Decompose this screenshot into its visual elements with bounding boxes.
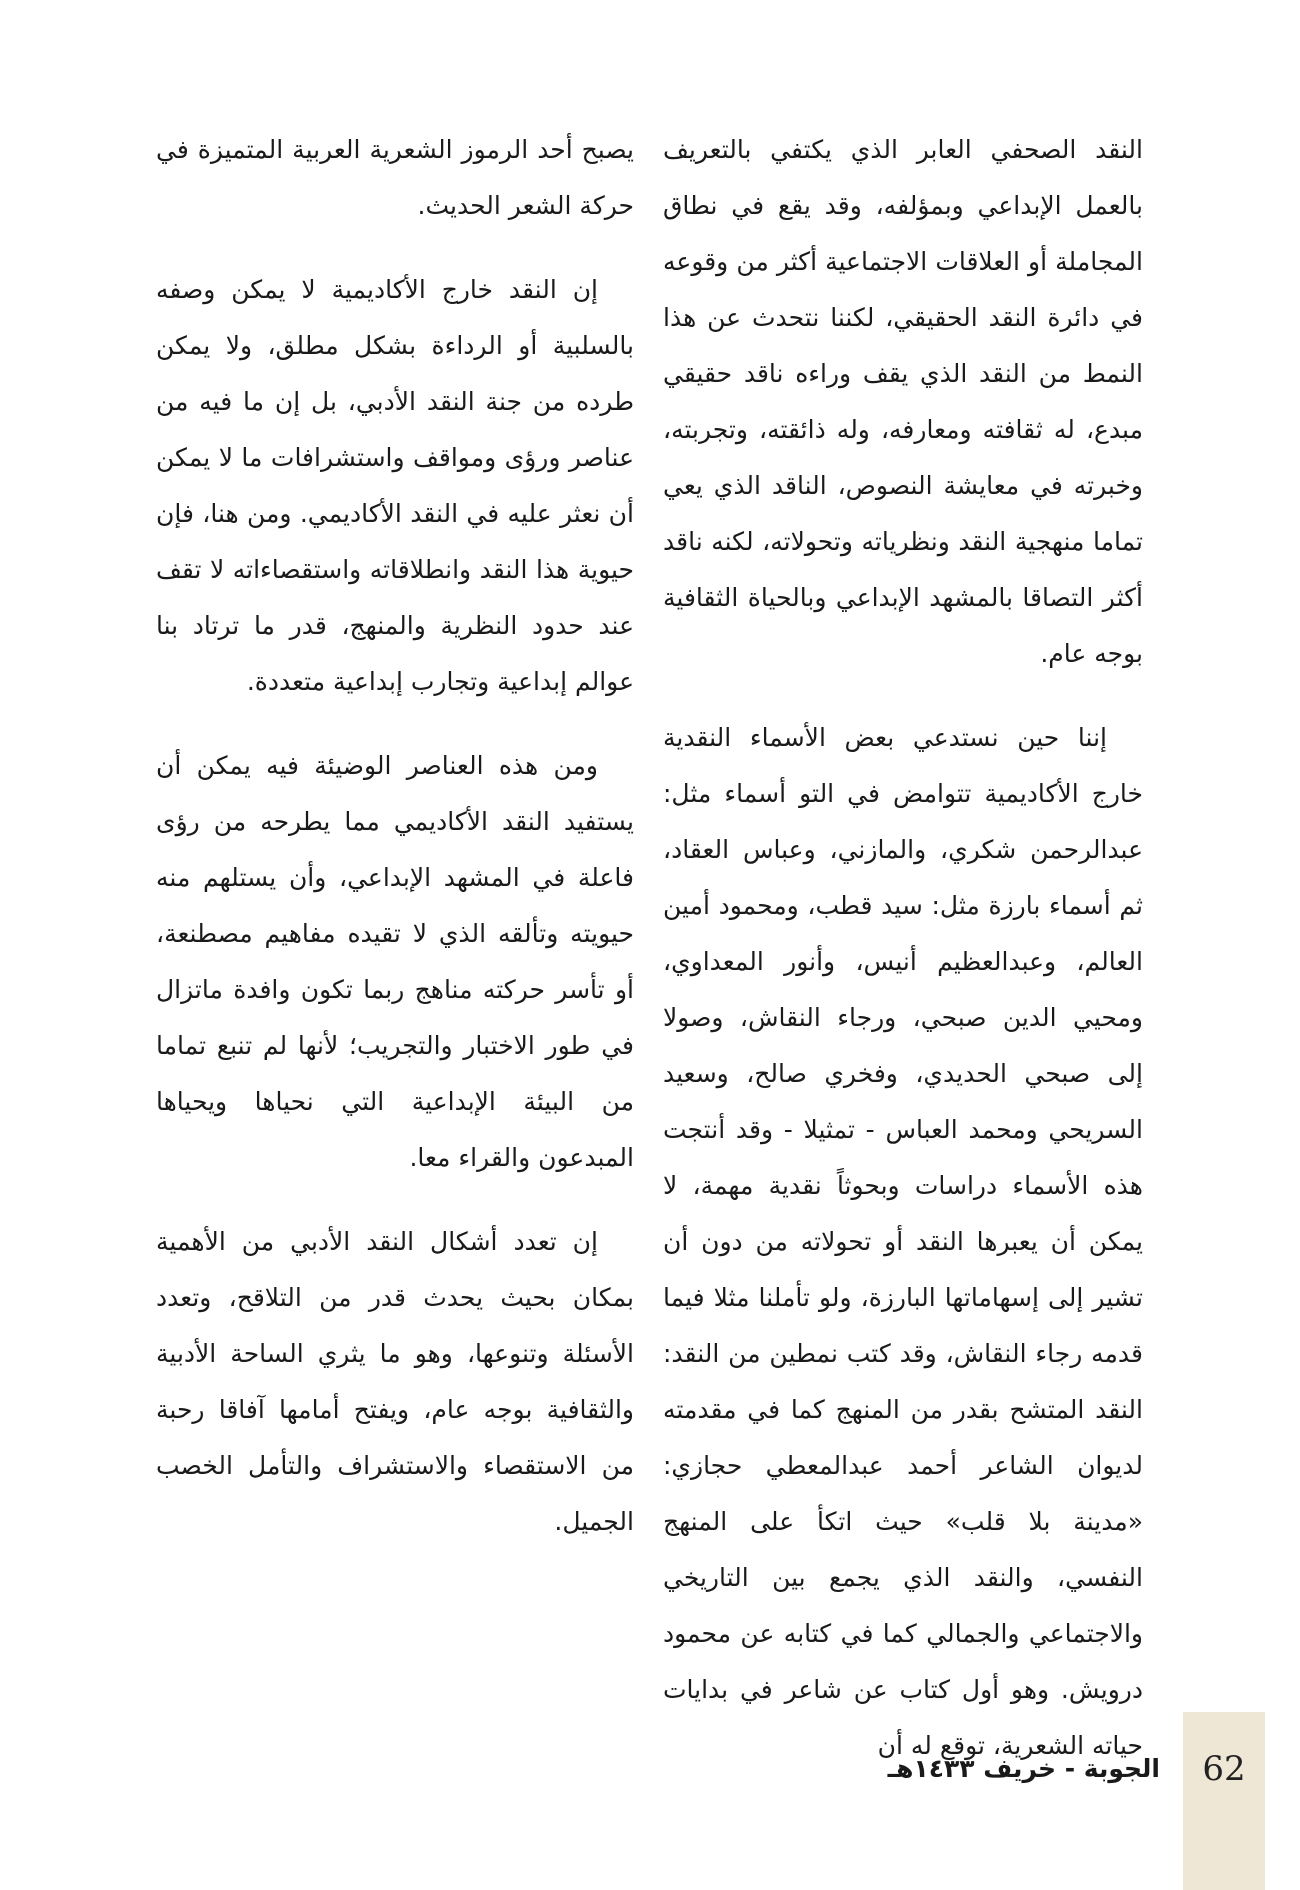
- text-column-right: [663, 122, 1143, 1802]
- text-column-left: [156, 122, 634, 1578]
- paragraph-right-1: النقد الصحفي العابر الذي يكتفي بالتعريف بالعمل الإبداعي وبمؤلفه، وقد يقع في نطاق المجاملة أو العلاقات الاجتماعية أكثر من وقوعه في دائرة النقد الحقيقي، لكننا نتحدث عن هذا النمط من النقد الذي يقف وراءه ناقد حقيقي مبدع، له ثقافته ومعارفه، وله ذائقته، وتجربته، وخبرته في معايشة النصوص، الناقد الذي يعي تماما منهجية النقد ونظرياته وتحولاته، لكنه ناقد أكثر التصاقا بالمشهد الإبداعي وبالحياة الثقافية بوجه عام.: [663, 135, 1143, 668]
- page-number: 62: [1202, 1749, 1246, 1789]
- running-head: الجوبة - خريف ١٤٣٣هـ: [887, 1754, 1160, 1783]
- paragraph-right-2: إننا حين نستدعي بعض الأسماء النقدية خارج الأكاديمية تتوامض في التو أسماء مثل: عبدالرحمن شكري، والمازني، وعباس العقاد، ثم أسماء بارزة مثل: سيد قطب، ومحمود أمين العالم، وعبدالعظيم أنيس، وأنور المعداوي، ومحيي الدين صبحي، ورجاء النقاش، وصولا إلى صبحي الحديدي، وفخري صالح، وسعيد السريحي ومحمد العباس - تمثيلا - وقد أنتجت هذه الأسماء دراسات وبحوثاً نقدية مهمة، لا يمكن أن يعبرها النقد أو تحولاته من دون أن تشير إلى إسهاماتها البارزة، ولو تأملنا مثلا فيما قدمه رجاء النقاش، وقد كتب نمطين من النقد: النقد المتشح بقدر من المنهج كما في مقدمته لديوان الشاعر أحمد عبدالمعطي حجازي: «مدينة بلا قلب» حيث اتكأ على المنهج النفسي، والنقد الذي يجمع بين التاريخي والاجتماعي والجمالي كما في كتابه عن محمود درويش. وهو أول كتاب عن شاعر في بدايات حياته الشعرية، توقع له أن: [663, 723, 1143, 1760]
- paragraph-left-1: يصبح أحد الرموز الشعرية العربية المتميزة في حركة الشعر الحديث.: [156, 135, 634, 220]
- paragraph-left-3: ومن هذه العناصر الوضيئة فيه يمكن أن يستفيد النقد الأكاديمي مما يطرحه من رؤى فاعلة في المشهد الإبداعي، وأن يستلهم منه حيويته وتألقه الذي لا تقيده مفاهيم مصطنعة، أو تأسر حركته مناهج ربما تكون وافدة ماتزال في طور الاختبار والتجريب؛ لأنها لم تنبع تماما من البيئة الإبداعية التي نحياها ويحياها المبدعون والقراء معا.: [156, 751, 634, 1172]
- paragraph-left-4: إن تعدد أشكال النقد الأدبي من الأهمية بمكان بحيث يحدث قدر من التلاقح، وتعدد الأسئلة وتنوعها، وهو ما يثري الساحة الأدبية والثقافية بوجه عام، ويفتح أمامها آفاقا رحبة من الاستقصاء والاستشراف والتأمل الخصب الجميل.: [156, 1227, 634, 1536]
- paragraph-left-2: إن النقد خارج الأكاديمية لا يمكن وصفه بالسلبية أو الرداءة بشكل مطلق، ولا يمكن طرده من جنة النقد الأدبي، بل إن ما فيه من عناصر ورؤى ومواقف واستشرافات ما لا يمكن أن نعثر عليه في النقد الأكاديمي. ومن هنا، فإن حيوية هذا النقد وانطلاقاته واستقصاءاته لا تقف عند حدود النظرية والمنهج، قدر ما ترتاد بنا عوالم إبداعية وتجارب إبداعية متعددة.: [156, 275, 634, 696]
- page-number-tab: [1183, 1712, 1265, 1890]
